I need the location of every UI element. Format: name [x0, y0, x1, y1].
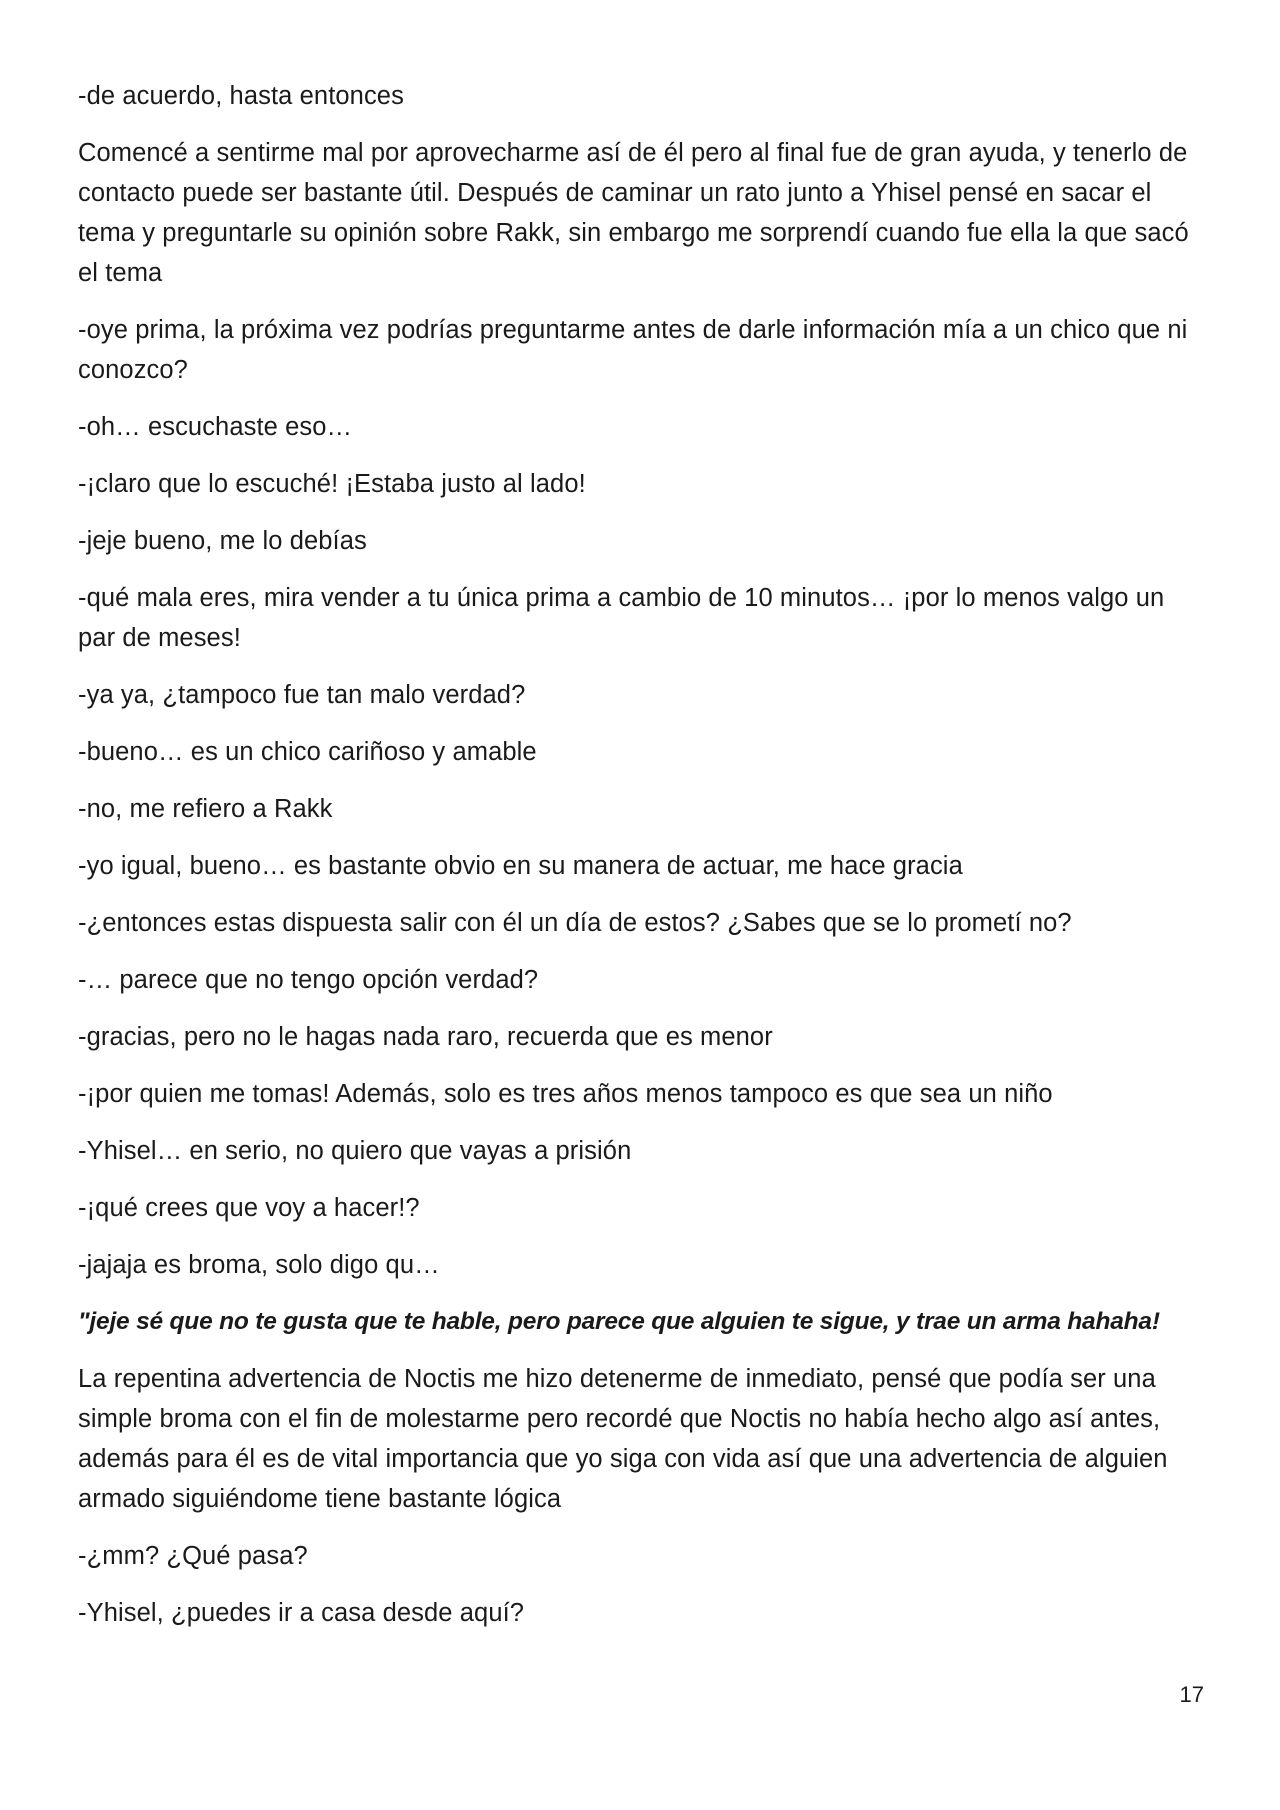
page-number: 17 — [1179, 1682, 1204, 1707]
document-page-body — [78, 76, 1206, 1650]
paragraph: -¿entonces estas dispuesta salir con él un día de estos? ¿Sabes que se lo prometí no? — [78, 909, 1072, 937]
paragraph: -jajaja es broma, solo digo qu… — [78, 1251, 440, 1279]
paragraph: -¡qué crees que voy a hacer!? — [78, 1194, 420, 1222]
italic-telepathic-message: "jeje sé que no te gusta que te hable, pero parece que alguien te sigue, y trae un arma hahaha! — [78, 1308, 1160, 1335]
paragraph: -bueno… es un chico cariñoso y amable — [78, 738, 537, 766]
paragraph: -¡claro que lo escuché! ¡Estaba justo al lado! — [78, 470, 586, 498]
paragraph: -ya ya, ¿tampoco fue tan malo verdad? — [78, 681, 526, 709]
paragraph: -no, me refiero a Rakk — [78, 795, 333, 823]
paragraph: -gracias, pero no le hagas nada raro, recuerda que es menor — [78, 1023, 773, 1051]
paragraph: -qué mala eres, mira vender a tu única prima a cambio de 10 minutos… ¡por lo menos valgo un par de meses! — [78, 584, 1165, 652]
paragraph: -oye prima, la próxima vez podrías preguntarme antes de darle información mía a un chico que ni conozco? — [78, 316, 1188, 384]
paragraph: -yo igual, bueno… es bastante obvio en su manera de actuar, me hace gracia — [78, 852, 963, 880]
paragraph: -Yhisel, ¿puedes ir a casa desde aquí? — [78, 1599, 525, 1627]
paragraph: La repentina advertencia de Noctis me hizo detenerme de inmediato, pensé que podía ser una simple broma con el fin de molestarme pero recordé que Noctis no había hecho algo así antes, además para él es de vital importancia que yo siga con vida así que una advertencia de alguien armado siguiéndome tiene bastante lógica — [78, 1365, 1168, 1513]
paragraph: -jeje bueno, me lo debías — [78, 527, 367, 555]
paragraph: -… parece que no tengo opción verdad? — [78, 966, 539, 994]
paragraph: Comencé a sentirme mal por aprovecharme así de él pero al final fue de gran ayuda, y tenerlo de contacto puede ser bastante útil. Después de caminar un rato junto a Yhisel pensé en sacar el tema y preguntarle su opinión sobre Rakk, sin embargo me sorprendí cuando fue ella la que sacó el tema — [78, 139, 1189, 287]
paragraph: -Yhisel… en serio, no quiero que vayas a prisión — [78, 1137, 632, 1165]
paragraph: -de acuerdo, hasta entonces — [78, 82, 404, 110]
paragraph: -¿mm? ¿Qué pasa? — [78, 1542, 308, 1570]
paragraph: -oh… escuchaste eso… — [78, 413, 353, 441]
paragraph: -¡por quien me tomas! Además, solo es tres años menos tampoco es que sea un niño — [78, 1080, 1053, 1108]
